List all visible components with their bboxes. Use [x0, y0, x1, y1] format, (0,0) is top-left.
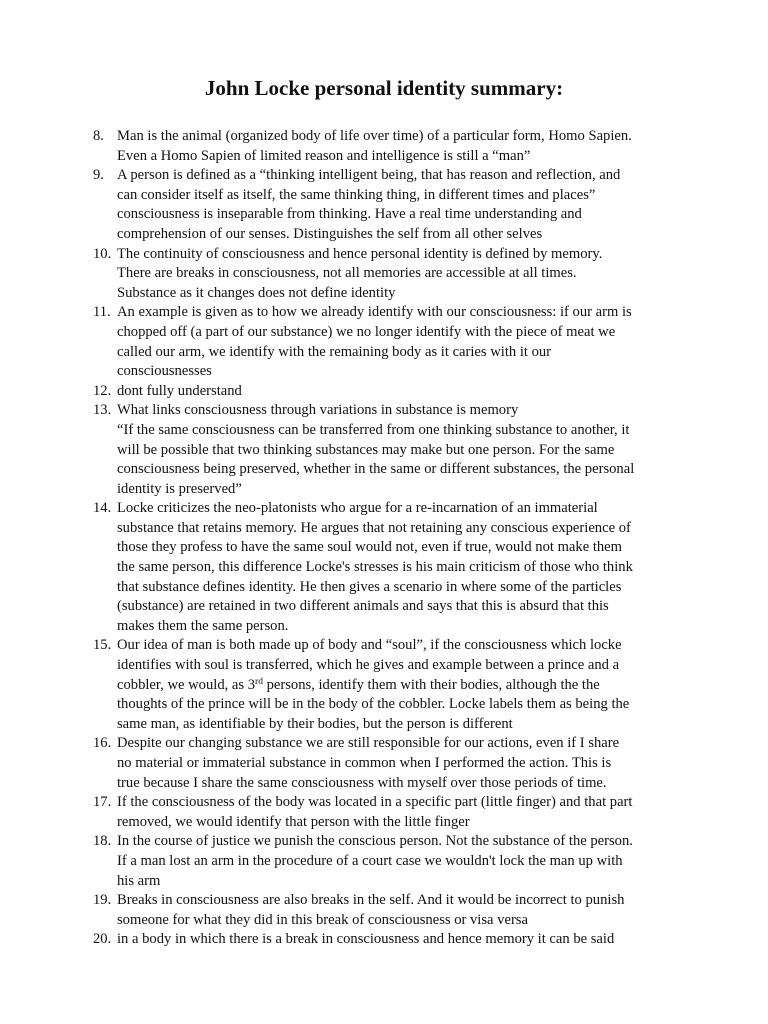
item-text-line: consciousness is inseparable from thinking. Have a real time understanding and [117, 206, 582, 223]
item-text-line: Despite our changing substance we are still responsible for our actions, even if I share [117, 735, 620, 752]
item-text-line: comprehension of our senses. Distinguishes the self from all other selves [117, 225, 543, 242]
list-item [0, 499, 768, 636]
list-item [0, 303, 768, 381]
item-text-line: (substance) are retained in two different animals and says that this is absurd that this [117, 598, 609, 615]
item-text-line: those they profess to have the same soul would not, even if true, would not make them [117, 539, 622, 556]
item-text-line: If a man lost an arm in the procedure of a court case we wouldn't lock the man up with [117, 852, 623, 869]
line-text-before-superscript: cobbler, we would, as 3 [117, 676, 256, 693]
item-text-line: his arm [117, 872, 161, 889]
item-number: 19. [93, 892, 112, 909]
list-item [0, 734, 768, 793]
item-number: 10. [93, 245, 112, 262]
item-text-line: no material or immaterial substance in common when I performed the action. This is [117, 755, 612, 771]
item-text-line: Man is the animal (organized body of life over time) of a particular form, Homo Sapien. [117, 128, 632, 144]
item-text-line: The continuity of consciousness and hence personal identity is defined by memory. [117, 245, 603, 262]
list-item [0, 891, 768, 930]
item-text-line: Breaks in consciousness are also breaks in the self. And it would be incorrect to punish [117, 892, 625, 909]
item-number: 14. [93, 500, 112, 517]
list-item [0, 793, 768, 832]
list-item [0, 401, 768, 499]
item-text-line: In the course of justice we punish the conscious person. Not the substance of the person. [117, 833, 633, 850]
numbered-list [0, 127, 768, 950]
item-number: 9. [93, 167, 104, 184]
item-text-line: makes them the same person. [117, 617, 289, 634]
item-number: 15. [93, 637, 112, 654]
item-text-line: thoughts of the prince will be in the body of the cobbler. Locke labels them as being the [117, 696, 630, 713]
item-number: 8. [93, 128, 104, 144]
item-number: 20. [93, 931, 112, 948]
list-item [0, 166, 768, 244]
item-text-line: the same person, this difference Locke's stresses is his main criticism of those who think [117, 559, 633, 576]
item-text-line: Our idea of man is both made up of body and “soul”, if the consciousness which locke [117, 637, 622, 654]
item-text-line: someone for what they did in this break of consciousness or visa versa [117, 911, 528, 928]
item-number: 12. [93, 382, 112, 399]
item-text-line: substance that retains memory. He argues that not retaining any conscious experience of [117, 519, 631, 536]
item-number: 17. [93, 794, 112, 811]
page-title: John Locke personal identity summary: [204, 76, 564, 100]
item-text-line: A person is defined as a “thinking intelligent being, that has reason and reflection, and [117, 167, 621, 184]
item-text-line: identifies with soul is transferred, which he gives and example between a prince and a [117, 657, 620, 674]
list-item [0, 930, 768, 950]
item-text-line: There are breaks in consciousness, not all memories are accessible at all times. [117, 265, 577, 282]
item-text-line: identity is preserved” [117, 480, 242, 497]
item-text-line: chopped off (a part of our substance) we no longer identify with the piece of meat we [117, 323, 616, 340]
item-text-line: in a body in which there is a break in consciousness and hence memory it can be said [117, 931, 615, 948]
item-number: 13. [93, 402, 112, 419]
item-text-line: Even a Homo Sapien of limited reason and intelligence is still a “man” [117, 147, 531, 164]
item-number: 16. [93, 735, 112, 752]
item-text-line: An example is given as to how we already identify with our consciousness: if our arm is [117, 304, 632, 321]
item-text-line: will be possible that two thinking substances may make but one person. For the same [117, 441, 615, 458]
item-text-line: same man, as identifiable by their bodies, but the person is different [117, 715, 513, 732]
item-text-line: removed, we would identify that person with the little finger [117, 813, 470, 830]
list-item [0, 245, 768, 304]
item-text-line: Substance as it changes does not define identity [117, 284, 396, 301]
item-text-line: What links consciousness through variations in substance is memory [117, 402, 519, 419]
list-item [0, 832, 768, 891]
list-item [0, 382, 768, 402]
item-text-line: If the consciousness of the body was located in a specific part (little finger) and that part [117, 794, 633, 811]
ordinal-superscript: rd [255, 676, 263, 687]
item-text-line: can consider itself as itself, the same thinking thing, in different times and places” [117, 186, 596, 203]
item-text-line [117, 676, 718, 696]
list-item [0, 127, 768, 166]
item-number: 18. [93, 833, 112, 850]
item-number: 11. [93, 304, 111, 321]
item-text-line: true because I share the same consciousness with myself over those periods of time. [117, 774, 607, 791]
item-text-line: consciousnesses [117, 363, 212, 380]
line-text-after-superscript: persons, identify them with their bodies, although the the [262, 676, 600, 693]
item-text-line: dont fully understand [117, 382, 242, 399]
list-item [0, 636, 768, 734]
item-text-line: “If the same consciousness can be transferred from one thinking substance to another, it [117, 421, 630, 438]
item-text-line: Locke criticizes the neo-platonists who argue for a re-incarnation of an immaterial [117, 500, 598, 517]
item-text-line: that substance defines identity. He then gives a scenario in where some of the particles [117, 578, 622, 595]
item-text-line: consciousness being preserved, whether in the same or different substances, the personal [117, 461, 635, 478]
item-text-line: called our arm, we identify with the remaining body as it caries with it our [117, 343, 552, 360]
